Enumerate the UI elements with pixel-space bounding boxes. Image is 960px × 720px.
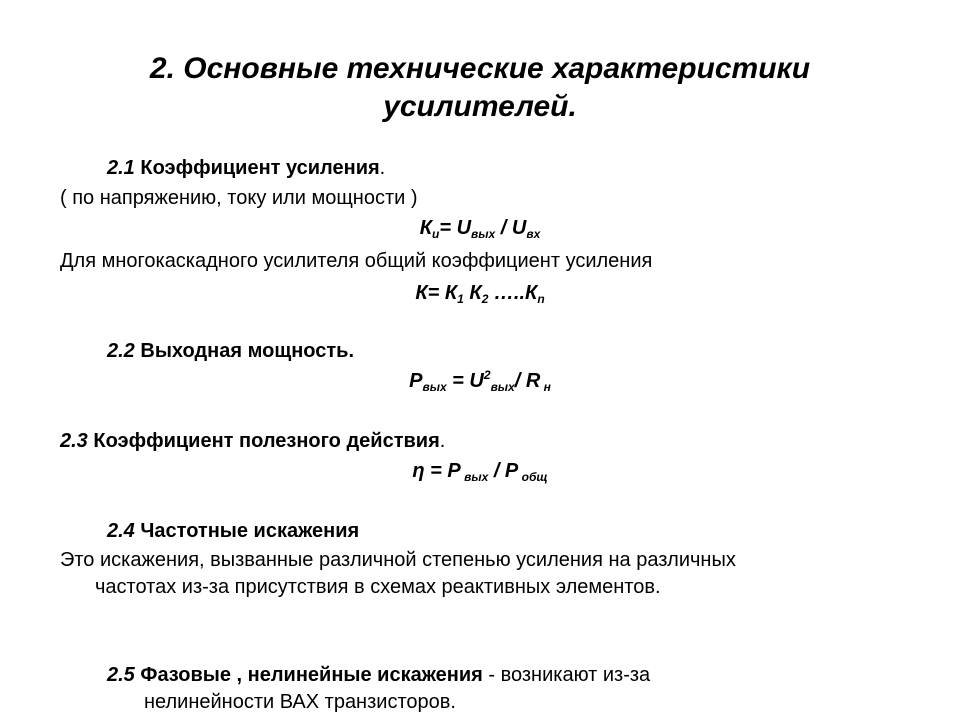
section-number: 2.5 <box>107 664 135 686</box>
slide-title <box>0 50 960 126</box>
formula-efficiency: η = P $_{вых}$ / P $_{общ}$ <box>412 460 548 484</box>
section-number: 2.2 <box>107 340 135 362</box>
section-title: Коэффициент усиления <box>134 157 380 179</box>
formula-multistage-gain: $К= К_1$ $К_2$ $\dots..К_n$ <box>415 282 545 306</box>
section-2-5-heading <box>107 662 650 688</box>
section-2-1-note: ( по напряжению, току или мощности ) <box>60 187 418 209</box>
section-number: 2.4 <box>107 520 135 542</box>
section-2-4-text-line-1: Это искажения, вызванные различной степенью усиления на различных <box>60 549 736 571</box>
title-line-2: усилителей. <box>383 90 577 123</box>
section-2-4-text-line-2: частотах из-за присутствия в схемах реактивных элементов. <box>95 576 661 598</box>
section-2-5-tail: - возникают из-за <box>482 664 651 686</box>
title-line-1: 2. Основные технические характеристики <box>149 52 811 85</box>
section-title: Выходная мощность. <box>134 340 355 362</box>
section-number: 2.1 <box>107 157 135 179</box>
formula-output-power: $P_{вых} = U^2_{вых}/$ R $_н$ <box>409 368 551 394</box>
section-2-1-multistage-text: Для многокаскадного усилителя общий коэффициент усиления <box>60 250 653 272</box>
formula-gain: $К_и= U_{вых} / U_{вх}$ <box>419 217 541 241</box>
section-2-2-heading <box>107 338 354 364</box>
section-2-5-text-line-2: нелинейности ВАХ транзисторов. <box>144 691 456 713</box>
section-2-4-heading <box>107 518 359 544</box>
section-2-1-heading <box>107 155 385 181</box>
section-title: Частотные искажения <box>134 520 360 542</box>
section-title: Фазовые , нелинейные искажения <box>134 664 483 686</box>
section-2-3-heading <box>60 428 445 454</box>
section-title-end: . <box>439 430 446 452</box>
section-number: 2.3 <box>60 430 88 452</box>
section-title: Коэффициент полезного действия <box>87 430 440 452</box>
section-title-end: . <box>379 157 386 179</box>
